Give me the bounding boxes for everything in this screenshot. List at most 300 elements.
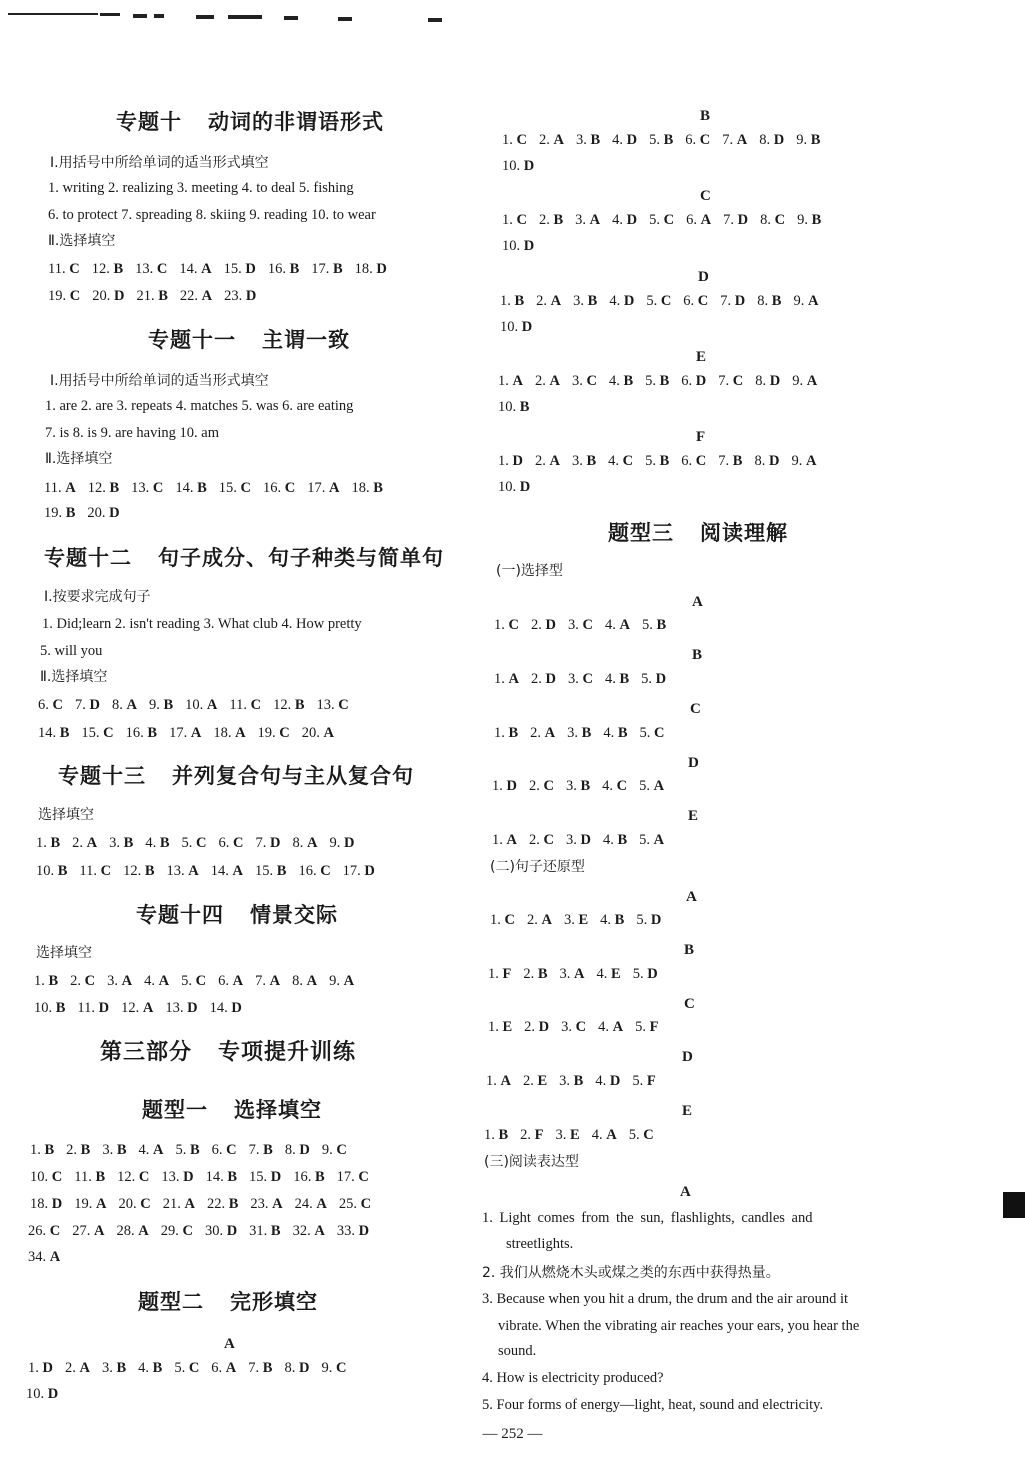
answer-item [646,294,671,309]
answer-letter: D [523,158,535,174]
answer-item [123,864,154,879]
answer-number: 1. [494,671,505,687]
answer-number: 6. [686,212,697,228]
answer-item [74,1197,106,1212]
answer-item [649,213,674,228]
answer-item [527,913,552,928]
answer-number: 2. [70,973,82,989]
answer-number: 17. [307,480,326,496]
answer-item [121,1001,153,1016]
answer-letter: D [768,453,780,469]
answer-item [723,213,748,228]
answer-letter: C [504,912,515,928]
answer-number: 1. [30,1142,41,1158]
answer-item [298,864,330,879]
answer-letter: D [655,671,667,687]
answer-letter: D [734,293,746,309]
answer-number: 3. [107,973,119,989]
answer-item [292,836,317,851]
answer-item [263,481,295,496]
answer-item [210,1001,242,1016]
answer-number: 2. [520,1127,532,1143]
answer-letter: B [771,293,782,309]
answer-letter: B [263,1142,273,1158]
answer-number: 8. [292,835,304,851]
answer-letter: C [582,671,593,687]
answer-letter: B [57,863,68,879]
answer-letter: C [654,725,665,741]
answer-letter: B [50,835,61,851]
answer-letter: D [187,1000,198,1016]
subheading: Ⅰ.用括号中所给单词的适当形式填空 [50,155,269,171]
answer-letter: B [289,261,300,277]
answer-letter: C [663,212,675,228]
answer-number: 24. [294,1196,313,1212]
answer-item [492,779,517,794]
answer-number: 29. [160,1223,179,1239]
answer-letter: E [578,912,589,928]
answer-row [34,974,366,989]
answer-letter: F [646,1073,656,1089]
answer-item [81,726,113,741]
answer-item [38,726,69,741]
answer-number: 5. [645,453,656,469]
answer-number: 5. [174,1360,186,1376]
passage-label: A [224,1336,235,1352]
answer-letter: B [80,1142,91,1158]
answer-letter: A [126,697,137,713]
passage-label: E [688,808,699,824]
answer-number: 16. [267,261,286,277]
answer-letter: C [188,1360,200,1376]
answer-letter: D [113,288,125,304]
answer-item [566,779,590,794]
answer-number: 6. [211,1142,223,1158]
answer-item [649,133,673,148]
answer-number: 3. [561,1019,573,1035]
answer-item [322,1143,347,1158]
answer-number: 23. [250,1196,269,1212]
section-heading: 专题十 动词的非谓语形式 [116,110,384,134]
answer-item [792,374,817,389]
answer-letter: C [774,212,786,228]
answer-number: 10. [185,697,204,713]
answer-number: 8. [111,697,123,713]
answer-number: 9. [321,1360,333,1376]
passage-label: D [688,755,699,771]
answer-letter: C [660,293,672,309]
answer-letter: E [537,1073,548,1089]
answer-letter: A [574,966,585,982]
answer-item [608,454,633,469]
answer-letter: C [138,1169,150,1185]
answer-number: 10. [498,399,517,415]
answer-number: 11. [79,863,98,879]
answer-item [176,1143,200,1158]
answer-number: 21. [136,288,155,304]
answer-item [87,506,119,521]
answer-letter: B [508,725,519,741]
answer-letter: A [232,863,244,879]
answer-letter: A [653,832,665,848]
answer-item [36,864,67,879]
answer-item [92,289,124,304]
answer-row [500,294,830,309]
answer-item [645,374,669,389]
answer-number: 2. [64,1360,76,1376]
answer-item [568,618,593,633]
answer-letter: A [549,373,560,389]
answer-letter: B [656,617,667,633]
answer-number: 19. [44,505,63,521]
answer-item [524,1020,549,1035]
answer-item [321,1361,346,1376]
answer-number: 22. [179,288,199,304]
page-number: — 252 — [482,1426,543,1442]
answer-item [595,1074,620,1089]
answer-number: 3. [109,835,121,851]
answer-item [135,262,167,277]
answer-item [92,262,123,277]
answer-item [488,967,511,982]
answer-item [66,1143,90,1158]
answer-row [502,213,833,228]
answer-item [74,1170,105,1185]
passage-label: B [684,942,695,958]
answer-number: 15. [81,725,100,741]
answer-letter: C [226,1142,237,1158]
answer-letter: D [647,966,658,982]
answer-letter: B [537,966,548,982]
answer-letter: A [544,725,556,741]
answer-number: 15. [223,261,242,277]
answer-item [249,1170,281,1185]
answer-number: 4. [609,293,621,309]
answer-item [629,1128,654,1143]
answer-number: 30. [204,1223,224,1239]
answer-item [531,672,556,687]
answer-row [48,289,268,304]
answer-number: 5. [646,293,658,309]
answer-item [539,133,564,148]
answer-number: 20. [92,288,111,304]
answer-number: 25. [338,1196,357,1212]
answer-item [112,698,137,713]
answer-number: 12. [121,1000,140,1016]
answer-number: 1. [498,373,509,389]
answer-number: 9. [321,1142,333,1158]
answer-letter: C [516,212,527,228]
answer-letter: C [360,1196,372,1212]
answer-number: 1. [494,725,505,741]
answer-item [498,480,530,495]
answer-item [26,1387,58,1402]
answer-item [566,833,591,848]
answer-item [641,672,666,687]
answer-number: 2. [538,132,550,148]
answer-number: 3. [575,132,587,148]
answer-number: 13. [131,480,150,496]
answer-letter: A [225,1360,237,1376]
answer-number: 27. [72,1223,91,1239]
answer-letter: D [298,1360,310,1376]
answer-item [494,672,519,687]
answer-item [165,1001,197,1016]
answer-number: 11. [74,1169,92,1185]
answer-number: 3. [573,293,585,309]
answer-item [609,374,633,389]
answer-item [339,1197,371,1212]
answer-item [126,726,157,741]
answer-item [30,1170,62,1185]
answer-number: 6. [218,973,229,989]
answer-item [118,1197,150,1212]
answer-number: 4. [138,1142,150,1158]
answer-number: 6. [211,1360,223,1376]
answer-item [531,618,556,633]
answer-item [249,1143,273,1158]
answer-number: 4. [604,617,616,633]
answer-item [30,1143,54,1158]
answer-letter: F [649,1019,659,1035]
passage-label: C [700,188,711,204]
answer-row [30,1143,359,1158]
answer-item [144,974,169,989]
answer-item [498,454,523,469]
answer-item [685,133,710,148]
answer-line: 1. are 2. are 3. repeats 4. matches 5. was 6. are eating [45,398,354,414]
answer-letter: A [314,1223,325,1239]
answer-letter: B [48,973,59,989]
answer-number: 9. [793,293,805,309]
answer-letter: C [103,725,114,741]
answer-number: 10. [500,319,519,335]
answer-number: 3. [571,453,583,469]
answer-letter: C [240,480,252,496]
passage-label: A [686,889,697,905]
answer-letter: A [269,973,281,989]
answer-item [302,726,334,741]
answer-item [484,1128,508,1143]
answer-letter: D [51,1196,63,1212]
answer-number: 20. [301,725,320,741]
answer-letter: D [299,1142,310,1158]
answer-letter: B [333,261,343,277]
answer-number: 5. [645,373,656,389]
answer-item [572,374,597,389]
answer-item [642,618,666,633]
answer-number: 8. [284,1360,296,1376]
answer-letter: D [226,1223,238,1239]
answer-letter: B [810,132,821,148]
answer-number: 4. [602,832,614,848]
answer-letter: B [617,725,628,741]
answer-item [718,374,743,389]
answer-number: 2. [530,725,542,741]
answer-number: 2. [534,453,546,469]
subheading: Ⅱ.选择填空 [48,233,116,249]
answer-letter: B [109,480,120,496]
answer-number: 18. [213,725,232,741]
answer-letter: A [121,973,133,989]
answer-item [139,1143,164,1158]
answer-letter: C [697,293,709,309]
answer-item [561,1020,586,1035]
answer-item [494,618,519,633]
answer-item [573,294,597,309]
answer-letter: D [270,1169,282,1185]
answer-item [681,374,706,389]
answer-row [502,133,832,148]
answer-number: 13. [135,261,154,277]
answer-letter: F [534,1127,544,1143]
answer-letter: C [586,373,597,389]
answer-letter: D [609,1073,621,1089]
answer-number: 2. [536,293,548,309]
answer-letter: D [89,697,100,713]
answer-number: 1. [34,973,45,989]
answer-number: 13. [166,863,185,879]
answer-number: 7. [74,697,86,713]
answer-letter: D [626,212,638,228]
answer-letter: A [553,132,564,148]
answer-letter: A [65,480,76,496]
answer-letter: C [279,725,290,741]
answer-letter: A [272,1196,283,1212]
answer-item [355,262,387,277]
passage-label: C [690,701,701,717]
answer-letter: D [245,288,257,304]
answer-item [640,726,665,741]
answer-line: 1. writing 2. realizing 3. meeting 4. to deal 5. fishing [48,180,354,196]
answer-number: 4. [602,778,614,794]
answer-letter: D [364,863,375,879]
answer-item [500,294,524,309]
answer-letter: B [586,453,597,469]
answer-letter: C [250,697,262,713]
subheading: 选择填空 [38,807,94,823]
answer-number: 14. [209,1000,228,1016]
answer-item [686,213,711,228]
answer-letter: A [541,912,552,928]
answer-item [556,1128,580,1143]
answer-item [44,481,76,496]
answer-letter: D [626,132,638,148]
answer-letter: B [270,1223,281,1239]
answer-number: 9. [792,373,804,389]
answer-item [72,836,97,851]
answer-number: 16. [293,1169,312,1185]
answer-row [502,239,546,254]
answer-item [757,294,781,309]
answer-letter: B [262,1360,273,1376]
answer-number: 14. [175,480,194,496]
answer-letter: B [197,480,207,496]
subheading: Ⅰ.按要求完成句子 [44,589,151,605]
answer-number: 16. [263,480,282,496]
answer-number: 1. [494,617,505,633]
answer-item [486,1074,511,1089]
subheading: 选择填空 [36,945,92,961]
answer-item [181,974,206,989]
answer-letter: D [773,132,785,148]
answer-number: 7. [718,373,730,389]
answer-number: 9. [791,453,803,469]
answer-number: 11. [44,480,62,496]
answer-item [754,454,779,469]
answer-letter: B [373,480,383,496]
answer-number: 6. [685,132,697,148]
answer-item [207,1197,238,1212]
answer-letter: D [523,238,535,254]
answer-number: 5. [639,778,650,794]
answer-letter: A [93,1223,105,1239]
answer-item [249,1224,280,1239]
answer-number: 12. [91,261,110,277]
answer-item [285,1143,310,1158]
answer-letter: D [343,835,355,851]
answer-item [337,1224,369,1239]
answer-item [500,320,532,335]
answer-row [486,1074,668,1089]
answer-item [255,864,286,879]
answer-number: 11. [48,261,66,277]
answer-item [612,213,637,228]
answer-item [539,213,563,228]
answer-number: 8. [760,212,771,228]
answer-letter: B [123,835,134,851]
answer-row [28,1250,72,1265]
answer-letter: C [643,1127,654,1143]
answer-letter: C [516,132,527,148]
answer-number: 23. [224,288,243,304]
answer-letter: B [147,725,158,741]
answer-number: 5. [181,835,193,851]
answer-letter: B [581,725,592,741]
answer-item [612,133,637,148]
answer-item [34,974,58,989]
answer-item [218,836,243,851]
answer-item [605,672,629,687]
answer-number: 13. [316,697,335,713]
answer-letter: B [276,863,287,879]
answer-number: 20. [87,505,106,521]
answer-item [337,1170,369,1185]
answer-letter: A [138,1223,149,1239]
answer-item [759,133,784,148]
answer-letter: D [769,373,781,389]
answer-line: streetlights. [506,1236,574,1252]
answer-item [75,698,100,713]
answer-item [131,481,163,496]
answer-letter: B [614,912,625,928]
answer-letter: A [232,973,244,989]
answer-number: 2. [72,835,84,851]
answer-letter: B [163,697,174,713]
part-heading: 第三部分 专项提升训练 [100,1040,357,1065]
answer-letter: C [152,480,164,496]
answer-number: 7. [248,1142,260,1158]
answer-item [605,618,630,633]
answer-letter: B [59,725,70,741]
answer-number: 19. [257,725,276,741]
answer-number: 2. [66,1142,78,1158]
answer-item [720,294,745,309]
answer-number: 7. [723,212,734,228]
answer-item [179,262,211,277]
answer-item [79,864,111,879]
answer-number: 4. [604,671,616,687]
